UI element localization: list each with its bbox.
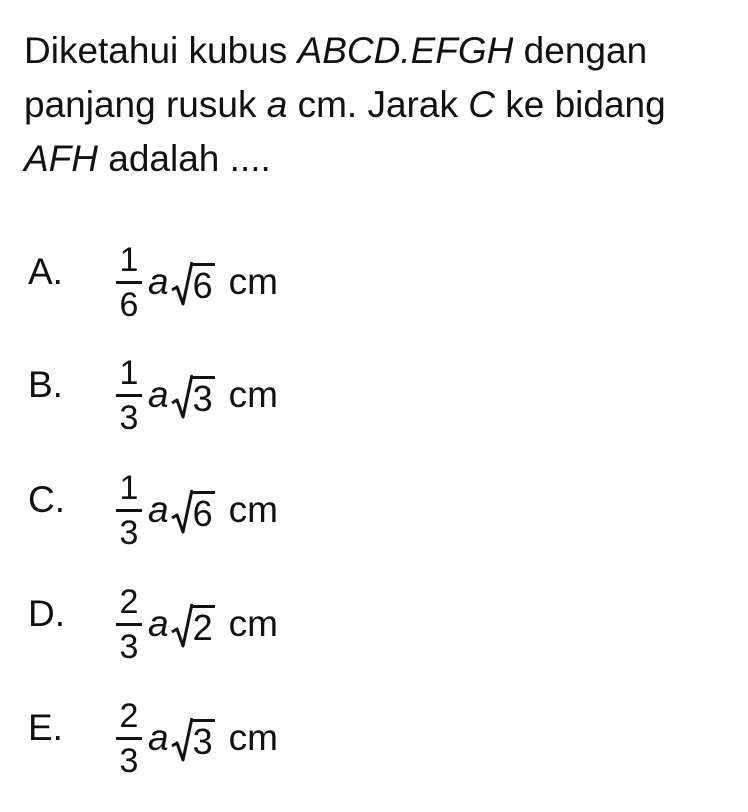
radicand: 3 bbox=[192, 378, 213, 419]
option-expression bbox=[114, 232, 278, 332]
question-part-4: ke bidang bbox=[494, 84, 666, 125]
variable: a bbox=[148, 717, 169, 758]
option-b[interactable] bbox=[24, 345, 724, 445]
question-part-5: adalah .... bbox=[98, 138, 271, 179]
fraction-bar bbox=[116, 737, 142, 740]
radical-sign-icon bbox=[171, 716, 193, 762]
fraction bbox=[114, 583, 144, 666]
option-e[interactable] bbox=[24, 688, 724, 788]
option-letter: B. bbox=[28, 364, 63, 405]
question-text bbox=[24, 24, 729, 186]
radical-sign-icon bbox=[171, 260, 193, 306]
fraction-numerator: 1 bbox=[119, 353, 139, 392]
unit: cm bbox=[228, 374, 278, 415]
radicand: 6 bbox=[192, 265, 213, 306]
cube-name: ABCD.EFGH bbox=[297, 30, 514, 71]
fraction-numerator: 1 bbox=[119, 240, 139, 279]
fraction bbox=[114, 469, 144, 552]
question-part-2: dengan panjang rusuk bbox=[24, 30, 648, 125]
option-letter: A. bbox=[28, 251, 63, 292]
square-root bbox=[171, 371, 215, 419]
option-d[interactable] bbox=[24, 574, 724, 674]
variable: a bbox=[148, 603, 169, 644]
fraction-denominator: 3 bbox=[119, 398, 139, 437]
fraction-bar bbox=[116, 394, 142, 397]
option-expression bbox=[114, 688, 278, 788]
option-expression bbox=[114, 345, 278, 445]
question-part-1: Diketahui kubus bbox=[24, 30, 298, 71]
option-letter: C. bbox=[28, 479, 65, 520]
fraction-numerator: 1 bbox=[119, 468, 139, 507]
point-name: C bbox=[468, 84, 495, 125]
radicand: 6 bbox=[192, 493, 213, 534]
fraction-denominator: 3 bbox=[119, 627, 139, 666]
fraction-bar bbox=[116, 509, 142, 512]
unit: cm bbox=[228, 603, 278, 644]
option-letter: E. bbox=[28, 707, 63, 748]
unit: cm bbox=[228, 489, 278, 530]
radicand: 3 bbox=[192, 721, 213, 762]
variable: a bbox=[148, 374, 169, 415]
question-part-3: cm. Jarak bbox=[287, 84, 469, 125]
option-expression bbox=[114, 574, 278, 674]
edge-variable: a bbox=[266, 84, 288, 125]
unit: cm bbox=[228, 717, 278, 758]
fraction-bar bbox=[116, 281, 142, 284]
fraction-numerator: 2 bbox=[119, 582, 139, 621]
radical-sign-icon bbox=[171, 488, 193, 534]
fraction bbox=[114, 354, 144, 437]
option-letter: D. bbox=[28, 593, 65, 634]
plane-name: AFH bbox=[24, 138, 98, 179]
square-root bbox=[171, 600, 215, 648]
fraction bbox=[114, 241, 144, 324]
option-c[interactable] bbox=[24, 460, 724, 560]
radical-sign-icon bbox=[171, 602, 193, 648]
fraction bbox=[114, 697, 144, 780]
option-expression bbox=[114, 460, 278, 560]
variable: a bbox=[148, 489, 169, 530]
square-root bbox=[171, 714, 215, 762]
square-root bbox=[171, 486, 215, 534]
fraction-denominator: 6 bbox=[119, 285, 139, 324]
fraction-numerator: 2 bbox=[119, 696, 139, 735]
fraction-bar bbox=[116, 623, 142, 626]
variable: a bbox=[148, 261, 169, 302]
fraction-denominator: 3 bbox=[119, 741, 139, 780]
square-root bbox=[171, 258, 215, 306]
radicand: 2 bbox=[192, 607, 213, 648]
fraction-denominator: 3 bbox=[119, 513, 139, 552]
unit: cm bbox=[228, 261, 278, 302]
option-a[interactable] bbox=[24, 232, 724, 332]
radical-sign-icon bbox=[171, 373, 193, 419]
